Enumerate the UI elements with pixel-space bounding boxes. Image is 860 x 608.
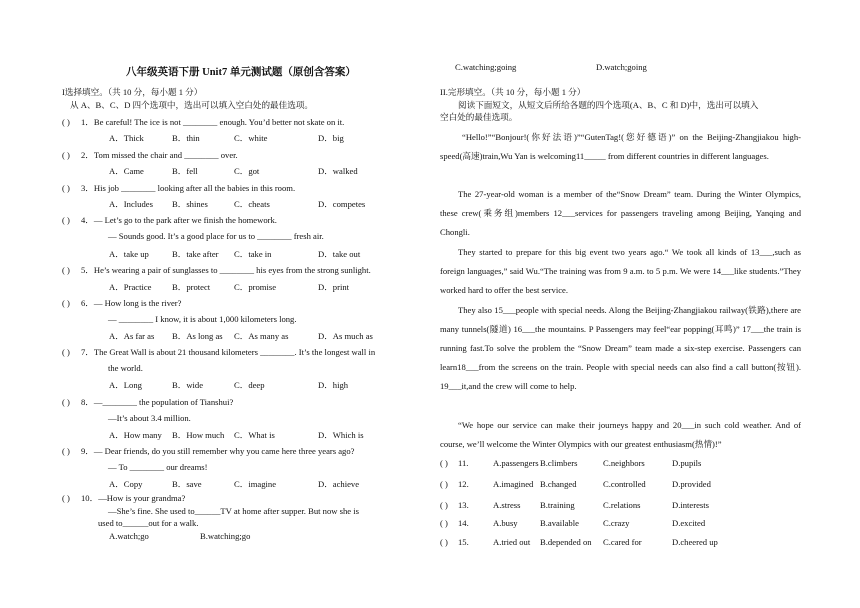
answer-option: A．How many [109, 430, 162, 440]
answer-option: C．deep [234, 380, 265, 390]
answer-option: D．big [318, 133, 344, 143]
passage-paragraph: The 27-year-old woman is a member of the“Snow Dream” team. During the Winter Olympics, these crew(乘务组)members 12___services for passengers traveling among Beijing, Yanqing and Chongli. [440, 189, 801, 237]
q10-option-c: C.watching;going [455, 62, 517, 72]
answer-option: B．wide [172, 380, 204, 390]
question-text: — Sounds good. It’s a good place for us to ________ fresh air. [108, 231, 324, 241]
answer-option: A．As far as [109, 331, 155, 341]
answer-option: D.provided [672, 479, 711, 489]
answer-bracket: ( ) [62, 446, 70, 456]
page-title: 八年级英语下册 Unit7 单元测试题（原创含答案） [126, 67, 356, 78]
question-text: 6．— How long is the river? [81, 298, 182, 308]
answer-bracket: ( ) [440, 537, 448, 547]
answer-option: B．thin [172, 133, 200, 143]
question-text: 10．—How is your grandma? [81, 493, 186, 503]
answer-option: A．Includes [109, 199, 153, 209]
answer-option: A．take up [109, 249, 149, 259]
answer-option: D．take out [318, 249, 361, 259]
question-text: —She’s fine. She used to______TV at home after supper. But now she is [108, 506, 359, 516]
answer-option: A.passengers [493, 458, 539, 468]
answer-option: C.cared for [603, 537, 642, 547]
answer-option: B．save [172, 479, 202, 489]
answer-option: C．got [234, 166, 260, 176]
answer-option: B.depended on [540, 537, 592, 547]
question-number: 15. [458, 537, 469, 547]
answer-option: A.busy [493, 518, 518, 528]
question-number: 14. [458, 518, 469, 528]
answer-option: C．promise [234, 282, 277, 292]
answer-option: A.tried out [493, 537, 531, 547]
answer-option: A．Long [109, 380, 142, 390]
answer-option: D．achieve [318, 479, 360, 489]
answer-option: A．Practice [109, 282, 152, 292]
question-text: 8．—________ the population of Tianshui? [81, 397, 234, 407]
answer-bracket: ( ) [62, 397, 70, 407]
answer-option: C.crazy [603, 518, 630, 528]
question-text: the world. [108, 363, 143, 373]
question-text: 9．— Dear friends, do you still remember why you came here three years ago? [81, 446, 355, 456]
q10-option-d: D.watch;going [596, 62, 647, 72]
question-text: — ________ I know, it is about 1,000 kilometers long. [108, 314, 297, 324]
answer-option: C．What is [234, 430, 275, 440]
question-number: 11. [458, 458, 469, 468]
question-text: 2．Tom missed the chair and ________ over. [81, 150, 238, 160]
answer-bracket: ( ) [440, 500, 448, 510]
answer-option: D.excited [672, 518, 706, 528]
answer-option: D．walked [318, 166, 358, 176]
answer-bracket: ( ) [62, 265, 70, 275]
answer-bracket: ( ) [62, 117, 70, 127]
answer-option: D．Which is [318, 430, 364, 440]
answer-option: B.watching;go [200, 531, 251, 541]
question-text: 7．The Great Wall is about 21 thousand kilometers ________. It’s the longest wall in [81, 347, 376, 357]
passage-paragraph: “Hello!”“Bonjour!(你好法语)”“GutenTag!(您好德语)” on the Beijing-Zhangjiakou high-speed(高速)train,Wu Yan is welcoming11_____ from different countries in different languages. [440, 132, 801, 161]
answer-option: B.available [540, 518, 579, 528]
question-text: — To ________ our dreams! [108, 462, 208, 472]
answer-option: C．take in [234, 249, 272, 259]
passage-paragraph: “We hope our service can make their journeys happy and 20___in such cold weather. And of course, we’ll welcome the Winter Olympics with our greatest enthusiasm(热情)!” [440, 420, 801, 449]
answer-option: A．Copy [109, 479, 143, 489]
answer-bracket: ( ) [440, 518, 448, 528]
answer-option: C．imagine [234, 479, 277, 489]
answer-bracket: ( ) [62, 347, 70, 357]
question-text: 3．His job ________ looking after all the babies in this room. [81, 183, 296, 193]
question-text: —It’s about 3.4 million. [108, 413, 191, 423]
answer-option: C．As many as [234, 331, 289, 341]
answer-option: D．print [318, 282, 350, 292]
answer-option: A.imagined [493, 479, 534, 489]
answer-bracket: ( ) [62, 150, 70, 160]
answer-bracket: ( ) [62, 298, 70, 308]
section1-heading: I选择填空。（共 10 分，每小题 1 分） [62, 87, 203, 97]
answer-option: D.pupils [672, 458, 702, 468]
answer-bracket: ( ) [62, 215, 70, 225]
answer-option: D．As much as [318, 331, 373, 341]
answer-option: A.watch;go [109, 531, 149, 541]
answer-option: A．Came [109, 166, 144, 176]
answer-option: B．protect [172, 282, 211, 292]
answer-option: D.interests [672, 500, 709, 510]
question-text: used to______out for a walk. [98, 518, 199, 528]
answer-option: B.training [540, 500, 575, 510]
answer-option: B．As long as [172, 331, 223, 341]
answer-option: C.relations [603, 500, 641, 510]
passage-paragraph: They started to prepare for this big event two years ago.“ We took all kinds of 13___,such as foreign languages,” said Wu.“The training was from 9 a.m. to 5 p.m. We were 14___like students.”They worked hard to offer the best service. [440, 247, 801, 295]
passage-paragraph: They also 15___people with special needs. Along the Beijing-Zhangjiakou railway(铁路),there are many tunnels(隧道) 16___the mountains. P Passengers may feel“ear popping(耳鸣)” 17___the train is running fast.To solve the problem the “Snow Dream” team made a six-step exercise. Passengers can learn18___from the screens on the train. People with special needs can also find a call button(按钮). 19___it,and the crew will come to help. [440, 305, 801, 391]
section2-heading: II.完形填空。（共 10 分，每小题 1 分） [440, 87, 586, 97]
answer-option: A．Thick [109, 133, 144, 143]
answer-option: D．competes [318, 199, 366, 209]
question-number: 13. [458, 500, 469, 510]
question-text: 1．Be careful! The ice is not ________ enough. You’d better not skate on it. [81, 117, 345, 127]
question-text: 4．— Let’s go to the park after we finish the homework. [81, 215, 277, 225]
answer-bracket: ( ) [62, 183, 70, 193]
answer-option: B．shines [172, 199, 208, 209]
answer-option: B.climbers [540, 458, 578, 468]
answer-bracket: ( ) [62, 493, 70, 503]
answer-bracket: ( ) [440, 479, 448, 489]
answer-option: C．white [234, 133, 268, 143]
answer-option: D.cheered up [672, 537, 718, 547]
answer-option: B．take after [172, 249, 219, 259]
answer-bracket: ( ) [440, 458, 448, 468]
answer-option: D．high [318, 380, 349, 390]
answer-option: C.controlled [603, 479, 646, 489]
section1-instruction: 从 A、B、C、D 四个选项中，选出可以填入空白处的最佳选项。 [70, 100, 314, 110]
answer-option: B．How much [172, 430, 225, 440]
answer-option: B．fell [172, 166, 198, 176]
answer-option: C.neighbors [603, 458, 645, 468]
question-number: 12. [458, 479, 469, 489]
answer-option: A.stress [493, 500, 521, 510]
answer-option: C．cheats [234, 199, 270, 209]
answer-option: B.changed [540, 479, 577, 489]
question-text: 5．He’s wearing a pair of sunglasses to ________ his eyes from the strong sunlight. [81, 265, 371, 275]
section2-instruction-line2: 空白处的最佳选项。 [440, 112, 518, 122]
section2-instruction-line1: 阅读下面短文，从短文后所给各题的四个选项(A、B、C 和 D)中，选出可以填入 [458, 100, 759, 110]
